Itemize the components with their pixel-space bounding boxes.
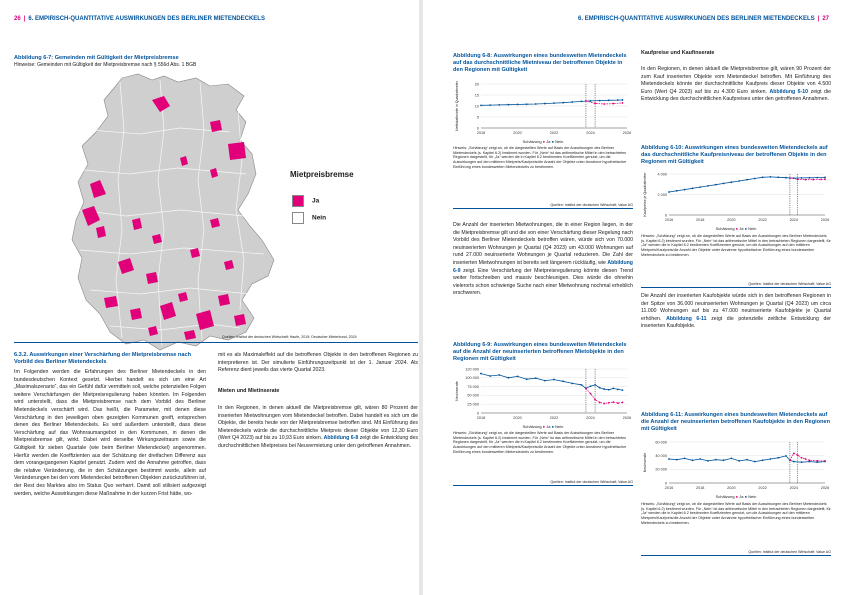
x-tick-label: 2018 [695, 486, 705, 490]
text-run: Die Anzahl der inserierten Mietwohnungen, die in einer Region liegen, in der die Mietpreisbremse gilt und die von einer Verschärfung dieser Regelung nach Vorbild des Berliner Mietendeckels betroffen wären, würde sich von 70.000 neuinserierten Wohnungen je Quartal (Q4 2023) um 43.000 Wohnungen auf rund 27.000 neuinserierte Wohnungen je Quartal reduzieren. Die Zahl der inserierten Mietwohnungen ist bereits seit längerem rückläufig, wie [453, 222, 633, 266]
y-tick-label: 60 000 [655, 440, 667, 445]
data-point-nein [754, 461, 756, 463]
chart-6-10 [641, 170, 831, 225]
y-tick-label: 5 [476, 115, 479, 120]
text-run: In den Regionen, in denen aktuell die Mietpreisbremse gilt, wären 90 Prozent der zum Kauf inserierten Objekte vom Mietendeckel betroffen. Mit Einführung des Mietendeckels könnte der durchschnittliche Kaufpreis dieser Objekte von 4.500 Euro (Wert Q4 2023) auf bis zu 4.300 Euro sinken. [641, 66, 831, 95]
y-axis-title: Nettokaltmiete in Quadratmeter [455, 81, 459, 131]
data-point-nein [715, 184, 717, 186]
legend-nein: Nein [748, 226, 757, 231]
data-point-nein [762, 459, 764, 461]
page-number: 26 [14, 16, 21, 22]
x-tick-label: 2020 [727, 218, 736, 222]
data-point-nein [707, 460, 709, 462]
x-tick-label: 2024 [789, 218, 799, 222]
left-page [0, 0, 420, 595]
data-point-nein [622, 99, 624, 101]
legend-label-nein: Nein [312, 214, 327, 222]
data-point-nein [571, 383, 573, 385]
figure-source: Quellen: Institut der deutschen Wirtschaft; Value AG [550, 480, 633, 484]
data-point-nein [723, 183, 725, 185]
data-point-nein [544, 103, 546, 105]
y-axis-title: Kaufpreise je Quadratmeter [643, 172, 647, 217]
legend-swatch-ja [292, 195, 304, 207]
figure-hint: Hinweis: „Schätzung“ zeigt an, ob die dargestellten Werte auf Basis der Auswirkungen des Berliner Mietendeckels (s. Kapitel 6.2) bestimmt wurden. Für „Nein“ ist das arithmetische Mittel in den betrachteten Regionen dargestellt, für „Ja“ werden die in Kapitel 6.2 bestimmten Koeffizienten genutzt, um die Auswirkungen auf den mittleren Mietpreis/Kaufpreis/die Anzahl der Objekte unter Annahme hypothetischer Einführung eines bundesweiten Mietendeckels zu bestimmen. [641, 234, 831, 257]
data-point-nein [668, 458, 670, 460]
data-point-nein [544, 380, 546, 382]
y-tick-label: 20 000 [655, 467, 667, 472]
data-point-ja [585, 387, 587, 389]
data-point-nein [754, 178, 756, 180]
data-point-nein [498, 104, 500, 106]
figure-rule [14, 342, 418, 343]
data-point-ja [797, 178, 799, 180]
chart-6-9 [453, 365, 633, 423]
data-point-nein [668, 191, 670, 193]
x-tick-label: 2020 [727, 486, 736, 490]
y-tick-label: 0 [476, 411, 479, 416]
data-point-ja [789, 459, 791, 461]
data-point-nein [507, 104, 509, 106]
data-point-nein [793, 461, 795, 463]
legend-title: Schätzung [715, 226, 735, 231]
body-column-2-text [218, 405, 418, 451]
body-text-kaufobjekte [641, 293, 831, 331]
data-point-ja [599, 402, 601, 404]
body-text-mietinserate [453, 222, 633, 298]
figure-title: Abbildung 6-8: Auswirkungen eines bundesweiten Mietendeckels auf das durchschnittliche Mietniveau der betroffenen Objekte in den Regionen mit Gültigkeit [453, 53, 627, 73]
data-point-ja [590, 393, 592, 395]
y-tick-label: 20 [474, 82, 479, 87]
y-tick-label: 0 [664, 213, 667, 218]
data-point-nein [498, 374, 500, 376]
legend-nein: Nein [555, 139, 564, 144]
data-point-ja [603, 103, 605, 105]
data-point-nein [599, 387, 601, 389]
x-tick-label: 2026 [622, 416, 632, 420]
data-point-nein [785, 177, 787, 179]
y-tick-label: 120 000 [465, 367, 479, 372]
data-point-nein [480, 373, 482, 375]
header-title: 6. EMPIRISCH-QUANTITATIVE AUSWIRKUNGEN DES BERLINER MIETENDECKELS [28, 16, 265, 22]
data-point-nein [785, 455, 787, 457]
y-tick-label: 15 [474, 93, 479, 98]
data-point-nein [617, 99, 619, 101]
figure-hint: Hinweis: „Schätzung“ zeigt an, ob die dargestellten Werte auf Basis der Auswirkungen des Berliner Mietendeckels (s. Kapitel 6.2) bestimmt wurden. Für „Nein“ ist das arithmetische Mittel in den betrachteten Regionen dargestellt, für „Ja“ werden die in Kapitel 6.2 bestimmten Koeffizienten genutzt, um die Auswirkungen auf den mittleren Mietpreis/Kaufpreis/die Anzahl der Objekte unter Annahme hypothetischer Einführung eines bundesweiten Mietendeckels zu bestimmen. [453, 146, 627, 169]
data-point-nein [617, 389, 619, 391]
data-point-nein [489, 104, 491, 106]
figure-source: Quellen: Institut der deutschen Wirtschaft; Value AG [748, 550, 831, 554]
chart-6-8 [453, 80, 633, 138]
subheading-kaufpreise: Kaufpreise und Kaufinserate [641, 50, 715, 56]
data-point-nein [594, 384, 596, 386]
data-point-nein [770, 458, 772, 460]
figure-link-6-11[interactable]: Abbildung 6-11 [666, 315, 707, 322]
x-tick-label: 2016 [664, 218, 674, 222]
figure-hint: Hinweis: „Schätzung“ zeigt an, ob die dargestellten Werte auf Basis der Auswirkungen des Berliner Mietendeckels (s. Kapitel 6.2) bestimmt wurden. Für „Nein“ ist das arithmetische Mittel in den betrachteten Regionen dargestellt, für „Ja“ werden die in Kapitel 6.2 bestimmten Koeffizienten genutzt, um die Auswirkungen auf den mittleren Mietpreis/Kaufpreis/die Anzahl der Objekte unter Annahme hypothetischer Einführung eines bundesweiten Mietendeckels zu bestimmen. [453, 431, 627, 454]
x-tick-label: 2024 [789, 486, 799, 490]
x-tick-label: 2022 [549, 416, 559, 420]
data-point-nein [535, 103, 537, 105]
data-point-nein [480, 104, 482, 106]
data-point-ja [797, 454, 799, 456]
x-tick-label: 2024 [586, 131, 595, 135]
subheading-mieten: Mieten und Mietinserate [218, 388, 280, 394]
data-point-nein [622, 389, 624, 391]
legend-ja: Ja [739, 494, 744, 499]
data-point-nein [612, 387, 614, 389]
page-number: 27 [822, 16, 829, 22]
data-point-nein [699, 458, 701, 460]
data-point-nein [824, 177, 826, 179]
data-point-ja [805, 458, 807, 460]
data-point-nein [809, 177, 811, 179]
text-run: Die Anzahl der inserierten Kaufobjekte würde sich in den betroffenen Regionen in der Spitze von 36.000 neuinserierten Wohnungen je Quartal (Q4 2023) um circa 11.000 Wohnungen auf bis zu 47.000 neuinserierte Kaufobjekte je Quartal erhöhen. [641, 293, 831, 322]
figure-rule [641, 287, 831, 288]
data-point-nein [684, 458, 686, 460]
series-line-ja [790, 453, 825, 461]
right-page [423, 0, 843, 595]
figure-link-6-8[interactable]: Abbildung 6-8 [323, 435, 359, 442]
x-tick-label: 2022 [758, 486, 767, 490]
data-point-ja [603, 403, 605, 405]
data-point-nein [526, 103, 528, 105]
data-point-ja [789, 177, 791, 179]
text-run: In den Regionen, in denen aktuell die Mietpreisbremse gilt, wären 80 Prozent der inserierten Mietwohnungen vom Mietendeckel betroffen. Dabei handelt es sich um die Objekte, die bereits heute von der Mietpreisbremse betroffen sind. Mit Einführung des Mietendeckels würde die durchschnittliche Mietpreis dieser Objekte von 12,30 Euro (Wert Q4 2023) auf bis zu 10,93 Euro sinken. [218, 405, 418, 442]
legend-ja: Ja [546, 424, 551, 429]
x-tick-label: 2018 [476, 131, 486, 135]
data-point-nein [699, 186, 701, 188]
data-point-nein [723, 459, 725, 461]
data-point-nein [692, 459, 694, 461]
map-legend-ja [292, 195, 319, 207]
map-legend-nein [292, 212, 326, 224]
data-point-nein [801, 177, 803, 179]
y-tick-label: 75 000 [467, 384, 479, 389]
chart-6-11 [641, 438, 831, 493]
figure-title: Abbildung 6-7: Gemeinden mit Gültigkeit der Mietpreisbremse [14, 55, 179, 61]
data-point-nein [731, 458, 733, 460]
data-point-ja [824, 178, 826, 180]
header-title: 6. EMPIRISCH-QUANTITATIVE AUSWIRKUNGEN DES BERLINER MIETENDECKELS [578, 16, 815, 22]
data-point-nein [777, 457, 779, 459]
data-point-ja [594, 102, 596, 104]
data-point-nein [770, 176, 772, 178]
figure-title: Abbildung 6-10: Auswirkungen eines bundesweiten Mietendeckels auf das durchschnittliche Kaufpreisniveau der betroffenen Objekte in den Regionen mit Gültigkeit [641, 145, 828, 165]
data-point-nein [731, 181, 733, 183]
x-tick-label: 2026 [622, 131, 632, 135]
text-run: zeigt. Eine Verschärfung der Mietpreisregulierung könnte diesen Trend weiter fortschreiben und massiv beschleunigen. Dies würde die ohnehin vielerorts schon schwierige Suche nach einer Mietwohnung nochmal erheblich erschweren. [453, 267, 633, 297]
data-point-nein [738, 180, 740, 182]
data-point-nein [608, 99, 610, 101]
text-run: zeigt die Entwicklung des durchschnittlichen Mietpreises bei Neuvermietung unter den getroffenen Annahmen. [218, 435, 419, 449]
data-point-nein [603, 388, 605, 390]
series-line-nein [481, 374, 622, 391]
y-tick-label: 0 [476, 126, 479, 131]
data-point-nein [816, 177, 818, 179]
data-point-nein [517, 104, 519, 106]
x-tick-label: 2024 [586, 416, 595, 420]
legend-title: Schätzung [522, 139, 542, 144]
figure-rule [641, 555, 831, 556]
data-point-ja [805, 179, 807, 181]
data-point-ja [594, 399, 596, 401]
y-tick-label: 100 000 [465, 376, 479, 381]
chart-legend: Schätzung ● Ja ● Nein [522, 139, 564, 144]
chart-legend: Schätzung ● Ja ● Nein [715, 226, 757, 231]
legend-title: Schätzung [522, 424, 542, 429]
data-point-nein [762, 176, 764, 178]
figure-title: Abbildung 6-9: Auswirkungen eines bundesweiten Mietendeckels auf die Anzahl der neuinserierten betroffenen Mietobjekte in den Regionen mit Gültigkeit [453, 342, 627, 362]
data-point-nein [580, 384, 582, 386]
figure-source: Quellen: Institut der deutschen Wirtschaft; Value AG [748, 282, 831, 286]
data-point-nein [535, 377, 537, 379]
y-tick-label: 10 [474, 104, 479, 109]
data-point-nein [684, 189, 686, 191]
data-point-ja [816, 460, 818, 462]
data-point-ja [824, 460, 826, 462]
figure-link-6-10[interactable]: Abbildung 6-10 [769, 88, 809, 95]
data-point-nein [580, 100, 582, 102]
data-point-nein [590, 385, 592, 387]
data-point-nein [707, 185, 709, 187]
data-point-ja [812, 179, 814, 181]
series-line-nein [481, 100, 622, 105]
figure-source: Quellen: Institut der deutschen Wirtschaft; Value AG [550, 203, 633, 207]
x-tick-label: 2022 [758, 218, 767, 222]
legend-swatch-nein [292, 212, 304, 224]
figure-source: Quellen: Institut der deutschen Wirtschaft; Haufe, 2019; Deutscher Mieterbund, 2024 [222, 335, 357, 339]
figure-title: Abbildung 6-11: Auswirkungen eines bundesweiten Mietendeckels auf die Anzahl der neuinserierten betroffenen Kaufobjekte in den Regionen mit Gültigkeit [641, 412, 831, 432]
data-point-nein [676, 459, 678, 461]
y-axis-title: Neuinserate [643, 452, 647, 473]
text-run: zeigt die potenzielle zeitliche Entwicklung der inserierten Kaufobjekte. [641, 315, 832, 330]
legend-ja: Ja [739, 226, 744, 231]
body-text-kaufpreise [641, 66, 831, 104]
legend-nein: Nein [555, 424, 564, 429]
x-tick-label: 2022 [549, 131, 559, 135]
left-page-header: 26 | 6. EMPIRISCH-QUANTITATIVE AUSWIRKUNGEN DES BERLINER MIETENDECKELS [14, 16, 265, 22]
data-point-ja [585, 100, 587, 102]
y-axis-title: Neuinserate [455, 381, 459, 401]
data-point-nein [715, 459, 717, 461]
data-point-nein [746, 459, 748, 461]
body-column-1: Im Folgenden werden die Erfahrungen des Berliner Mietendeckels in den bundesdeutschen Kontext gesetzt. Hierbei handelt es sich um eine Art „Maximalszenario“, das ein Gefühl dafür vermitteln soll, welche potenziellen Folgen weitere Verschärfungen der Mietpreisregulierung haben könnten. Im Folgenden wird unterstellt, dass die Mietpreisbremse nach dem Vorbild des Berliner Mietendeckels verschärft wird. Das heißt, die Parameter, mit denen diese Verschärfung in den jeweiligen oben gezeigten Kommunen greift, entsprechen denen des Berliner Mietendeckels. Es wird außerdem unterstellt, dass diese Verschärfung auf das Wohnraumangebot in den Kommunen, in denen die Mietpreisbremse gilt, wirkt. Dabei wird derselbe Wirkungszeitraum sowie die Gültigkeit für sieben Quartale (wie beim Berliner Mietendeckel) angenommen. Hierfür werden die Koeffizienten aus der Schätzung der dreifachen Differenz aus dem vorangegangenen Kapitel genutzt. Zudem wird die Annahme getroffen, dass die relative Veränderung, die in den Schätzungen bestimmt wurde, allein auf Veränderungen bei den vom Mietendeckel betroffenen Objekten zurückzuführen ist, der Rest des Marktes also im Status Quo verharrt. Damit soll stilisiert aufgezeigt werden, welche Auswirkungen diese Maßnahme in der kurzen Frist hätte, wo- [14, 369, 206, 497]
data-point-nein [608, 389, 610, 391]
x-tick-label: 2020 [513, 416, 522, 420]
data-point-nein [489, 375, 491, 377]
data-point-ja [622, 402, 624, 404]
figure-link-6-9[interactable]: Abbildung 6-9 [453, 259, 633, 274]
data-point-nein [526, 378, 528, 380]
data-point-nein [599, 100, 601, 102]
y-tick-label: 25 000 [467, 402, 479, 407]
legend-nein: Nein [748, 494, 757, 499]
legend-title: Schätzung [715, 494, 735, 499]
data-point-nein [562, 102, 564, 104]
data-point-ja [820, 179, 822, 181]
section-heading: 6.3.2. Auswirkungen einer Verschärfung der Mietpreisbremse nach Vorbild des Berliner Mietendeckels [14, 352, 191, 366]
data-point-ja [809, 459, 811, 461]
data-point-nein [571, 101, 573, 103]
data-point-nein [738, 460, 740, 462]
data-point-nein [676, 190, 678, 192]
data-point-ja [612, 103, 614, 105]
figure-note: Hinweise: Gemeinden mit Gültigkeit der Mietpreisbremse nach § 556d Abs. 1 BGB [14, 62, 197, 68]
germany-map [60, 70, 290, 360]
x-tick-label: 2018 [695, 218, 705, 222]
x-tick-label: 2016 [664, 486, 674, 490]
x-tick-label: 2020 [513, 131, 522, 135]
y-tick-label: 50 000 [467, 393, 479, 398]
data-point-ja [622, 102, 624, 104]
y-tick-label: 0 [664, 481, 667, 486]
data-point-ja [612, 401, 614, 403]
data-point-ja [801, 457, 803, 459]
body-column-2-intro: mit es als Maximaleffekt auf die betroffenen Objekte in den betroffenen Regionen zu interpretieren ist. Der simulierte Einführungszeitpunkt ist der 1. Januar 2024. Als Referenz dient jeweils das vierte Quartal 2023. [218, 352, 418, 374]
data-point-nein [553, 379, 555, 381]
x-tick-label: 2026 [820, 486, 830, 490]
data-point-nein [801, 461, 803, 463]
data-point-nein [777, 176, 779, 178]
legend-ja: Ja [546, 139, 551, 144]
y-tick-label: 4 000 [657, 172, 667, 177]
chart-legend: Schätzung ● Ja ● Nein [522, 424, 564, 429]
data-point-nein [553, 102, 555, 104]
data-point-nein [507, 377, 509, 379]
data-point-nein [692, 187, 694, 189]
y-tick-label: 40 000 [655, 453, 667, 458]
data-point-nein [517, 375, 519, 377]
data-point-ja [617, 402, 619, 404]
data-point-ja [793, 452, 795, 454]
x-tick-label: 2026 [820, 218, 830, 222]
map-legend-title: Mietpreisbremse [290, 170, 354, 179]
figure-hint: Hinweis: „Schätzung“ zeigt an, ob die dargestellten Werte auf Basis der Auswirkungen des Berliner Mietendeckels (s. Kapitel 6.2) bestimmt wurden. Für „Nein“ ist das arithmetische Mittel in den betrachteten Regionen dargestellt, für „Ja“ werden die in Kapitel 6.2 bestimmten Koeffizienten genutzt, um die Auswirkungen auf den mittleren Mietpreis/Kaufpreis/die Anzahl der Objekte unter Annahme hypothetischer Einführung eines bundesweiten Mietendeckels zu bestimmen. [641, 502, 831, 525]
figure-rule [453, 208, 633, 209]
legend-label-ja: Ja [312, 197, 320, 205]
y-tick-label: 2 000 [657, 192, 667, 197]
chart-legend: Schätzung ● Ja ● Nein [715, 494, 757, 499]
series-line-ja [586, 388, 623, 403]
data-point-ja [608, 402, 610, 404]
data-point-nein [562, 380, 564, 382]
figure-rule [453, 485, 633, 486]
x-tick-label: 2018 [476, 416, 486, 420]
data-point-nein [746, 179, 748, 181]
text-run: zeigt die Entwicklung des durchschnittlichen Kaufpreises unter den getroffenen Annahmen. [641, 88, 831, 103]
right-page-header: 6. EMPIRISCH-QUANTITATIVE AUSWIRKUNGEN DES BERLINER MIETENDECKELS | 27 [578, 16, 829, 22]
